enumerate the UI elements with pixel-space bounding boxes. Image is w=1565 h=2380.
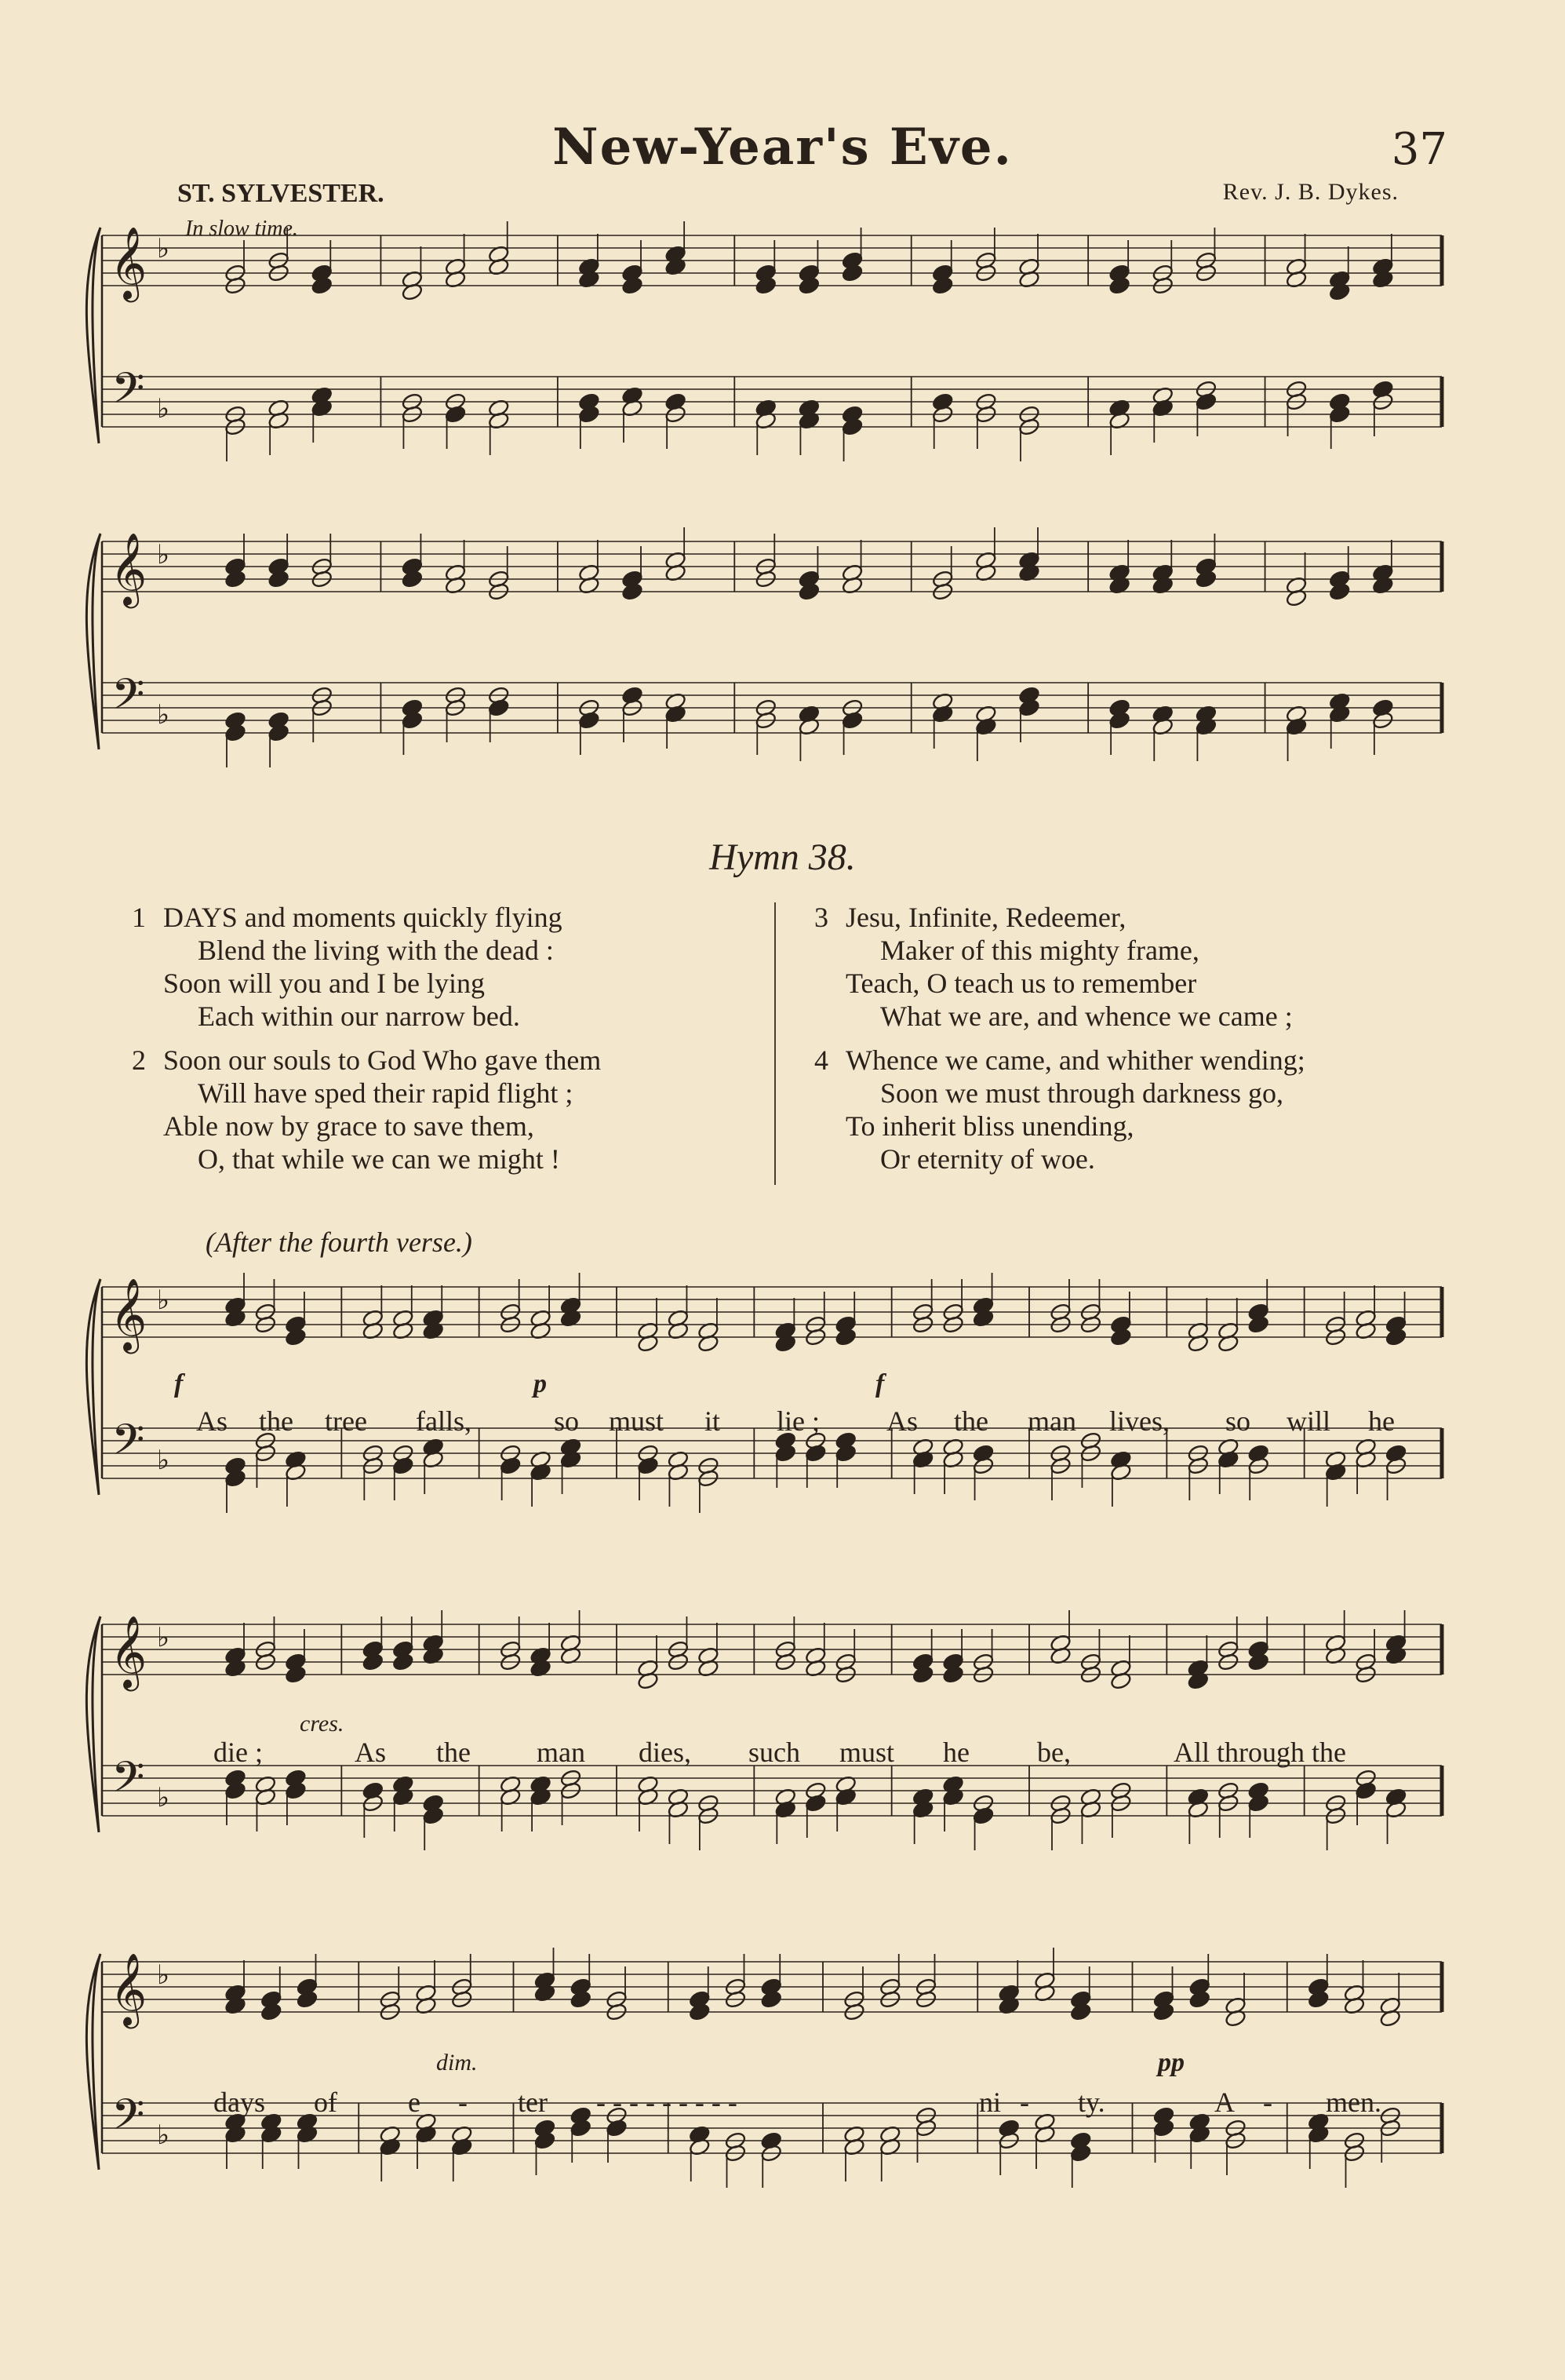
lyric-syllable: days [213,2087,265,2118]
lyric-syllable: - - - - - - - - - [596,2087,737,2118]
coda-note: (After the fourth verse.) [206,1226,472,1258]
system-brace [86,1954,100,2170]
stanza-line: Or eternity of woe. [880,1143,1095,1175]
lyric-syllable: be, [1037,1737,1071,1768]
stanza-line: Soon will you and I be lying [163,968,485,999]
treble-clef-icon: 𝄞 [110,1615,147,1688]
lyric-syllable: As [355,1737,387,1768]
stanza-number: 2 [132,1044,146,1076]
stanza-number: 3 [814,902,828,933]
bass-clef-icon: 𝄢 [111,2090,145,2150]
hymn-heading: Hymn 38. [709,836,856,878]
stanza-line: Will have sped their rapid flight ; [198,1077,573,1109]
music-system-1 [0,212,1565,526]
stanza-line: Soon we must through darkness go, [880,1077,1283,1109]
lyric-syllable: so [554,1405,580,1437]
dynamic-marking: cres. [300,1711,344,1737]
music-system-2 [0,518,1565,824]
flat-icon: ♭ [157,393,170,425]
system-brace [86,1616,100,1832]
lyric-syllable: man [1028,1405,1076,1437]
lyric-syllable: - [1020,2087,1029,2118]
lyric-syllable: A [1214,2087,1235,2118]
lyric-syllable: the [436,1737,471,1768]
stanza-1 [132,901,562,1033]
lyric-syllable: he [1368,1405,1395,1437]
lyric-syllable: lie ; [777,1405,820,1437]
treble-clef-icon: 𝄞 [110,226,147,299]
stanza-line: What we are, and whence we came ; [880,1000,1293,1032]
lyric-syllable: dies, [639,1737,691,1768]
lyric-syllable: the [954,1405,988,1437]
composer-credit: Rev. J. B. Dykes. [1222,179,1399,205]
lyric-syllable: of [314,2087,337,2118]
system-brace [86,228,100,443]
dynamic-marking: p [533,1369,547,1398]
lyric-syllable: the [259,1405,293,1437]
bass-clef-icon: 𝄢 [111,1415,145,1475]
lyric-syllable: falls, [416,1405,471,1437]
dynamic-marking: dim. [436,2050,478,2076]
page-title: New-Year's Eve. [552,118,1013,177]
stanza-line: Whence we came, and whither wending; [846,1044,1305,1076]
bass-clef-icon: 𝄢 [111,1752,145,1813]
treble-clef-icon: 𝄞 [110,1952,147,2025]
stanza-line: Jesu, Infinite, Redeemer, [846,902,1126,933]
flat-icon: ♭ [157,1622,170,1653]
stanza-line: DAYS and moments quickly flying [163,902,562,933]
lyric-syllable: ter [518,2087,548,2118]
lyric-syllable: e [408,2087,420,2118]
flat-icon: ♭ [157,233,170,264]
lyric-syllable: must [609,1405,664,1437]
stanza-line: Blend the living with the dead : [198,935,554,966]
lyric-syllable: ni [979,2087,1002,2118]
tempo-marking: In slow time. [185,217,298,241]
stanza-line: Soon our souls to God Who gave them [163,1044,602,1076]
bass-clef-icon: 𝄢 [111,363,145,424]
tune-name: ST. SYLVESTER. [177,179,384,208]
stanza-2 [132,1044,602,1175]
stanza-line: Maker of this mighty frame, [880,935,1199,966]
lyric-syllable: such [748,1737,800,1768]
flat-icon: ♭ [157,1285,170,1316]
lyric-syllable: die ; [213,1737,263,1768]
lyric-syllable: - [458,2087,468,2118]
lyric-syllable: must [839,1737,895,1768]
lyric-syllable: As [196,1405,228,1437]
lyric-syllable: tree [325,1405,367,1437]
bass-clef-icon: 𝄢 [111,669,145,730]
lyric-syllable: men. [1326,2087,1381,2118]
stanza-line: To inherit bliss unending, [846,1110,1134,1142]
stanza-line: Each within our narrow bed. [198,1000,520,1032]
lyric-syllable: As [886,1405,919,1437]
lyric-syllable: so [1225,1405,1251,1437]
treble-clef-icon: 𝄞 [110,532,147,605]
system-brace [86,534,100,749]
stanza-line: Able now by grace to save them, [163,1110,534,1142]
flat-icon: ♭ [157,1959,170,1991]
stanza-number: 4 [814,1044,828,1076]
flat-icon: ♭ [157,2119,170,2151]
page-number: 37 [1391,124,1447,175]
stanza-line: Teach, O teach us to remember [846,968,1197,999]
lyric-syllable: ty. [1078,2087,1105,2118]
lyric-syllable: All through the [1174,1737,1346,1768]
lyric-syllable: man [537,1737,585,1768]
flat-icon: ♭ [157,539,170,570]
column-divider [774,902,776,1185]
stanza-line: O, that while we can we might ! [198,1143,560,1175]
lyric-syllable: - [1263,2087,1272,2118]
flat-icon: ♭ [157,1782,170,1813]
system-brace [86,1279,100,1495]
treble-clef-icon: 𝄞 [110,1277,147,1350]
dynamic-marking: f [875,1369,885,1398]
stanza-number: 1 [132,902,146,933]
lyric-syllable: he [943,1737,970,1768]
flat-icon: ♭ [157,1445,170,1476]
lyric-syllable: will [1287,1405,1331,1437]
dynamic-marking: pp [1158,2048,1185,2077]
stanza-4 [814,1044,1305,1175]
lyric-syllable: it [704,1405,721,1437]
dynamic-marking: f [174,1369,184,1398]
stanza-3 [814,901,1293,1033]
lyric-syllable: lives, [1109,1405,1170,1437]
flat-icon: ♭ [157,699,170,731]
